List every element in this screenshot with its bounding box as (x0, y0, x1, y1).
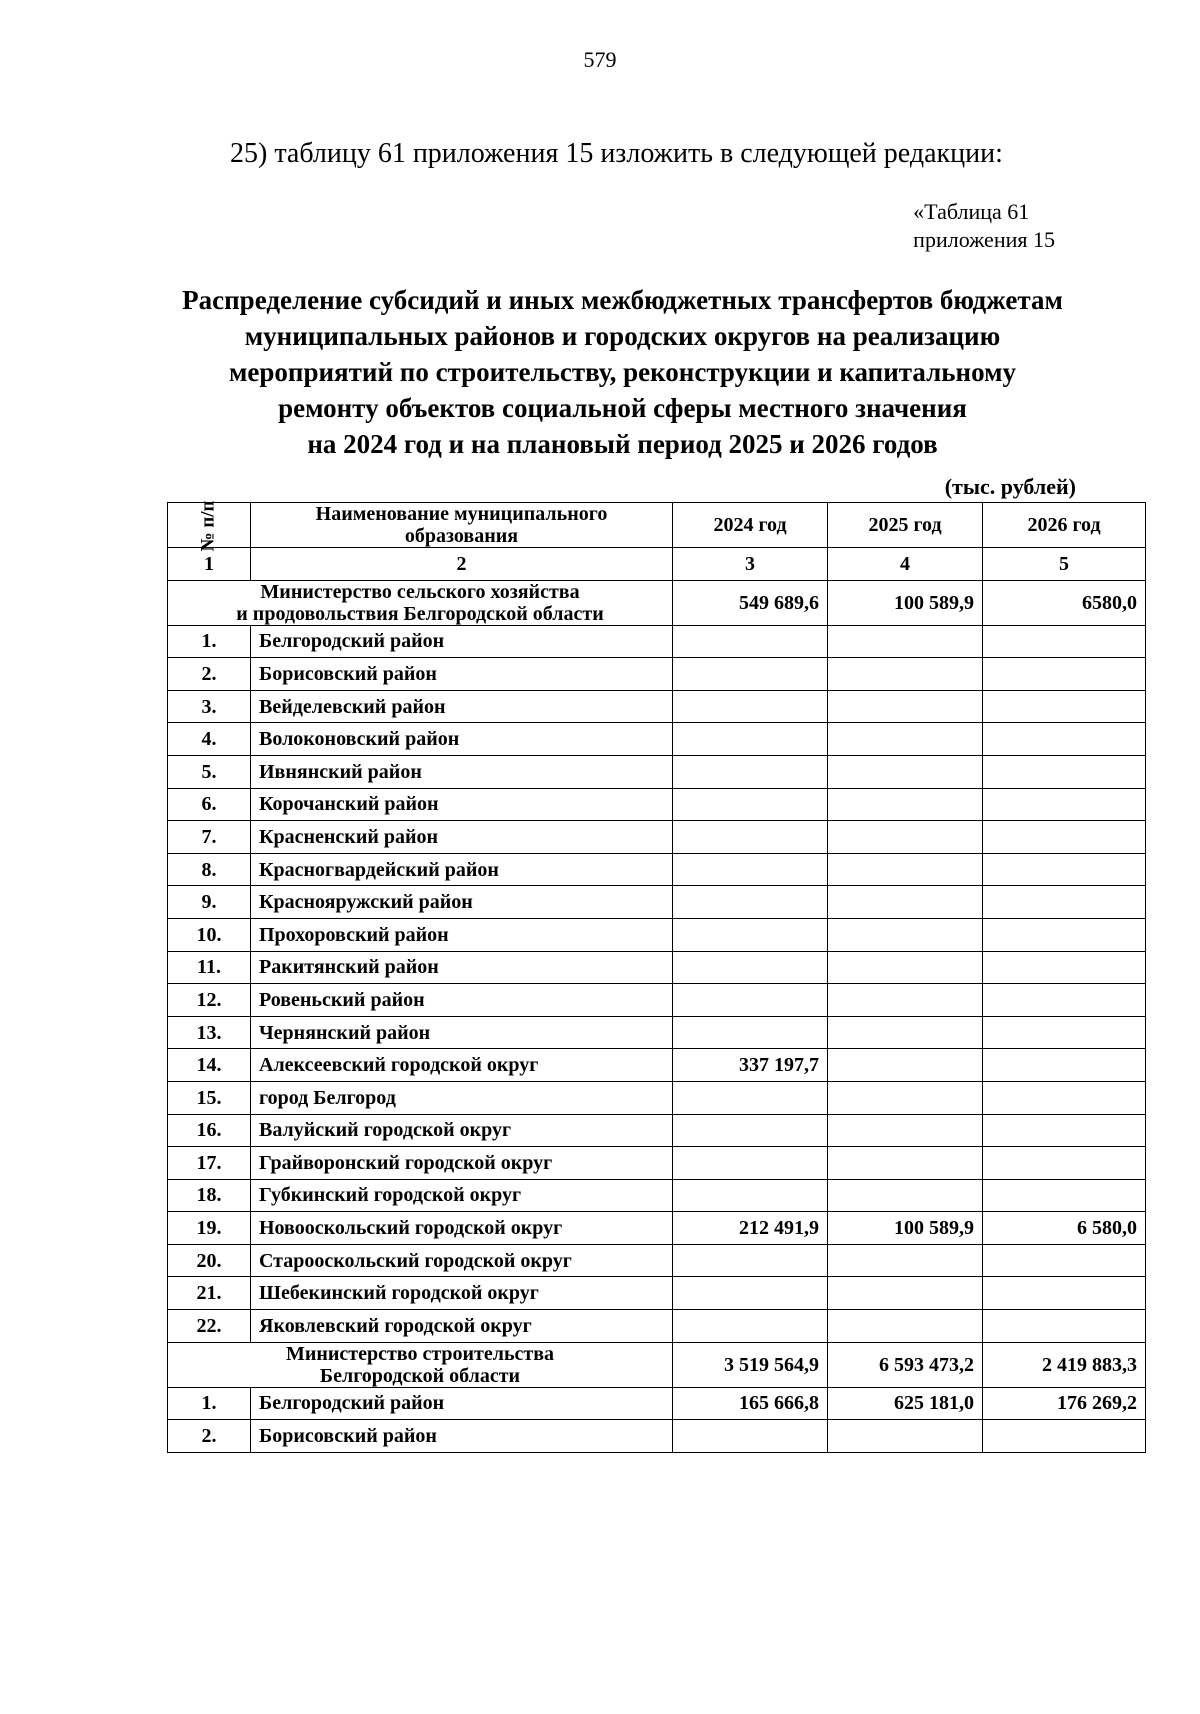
table-row (168, 1016, 1146, 1049)
row-value-2024 (673, 1420, 828, 1453)
page-number: 579 (583, 47, 617, 72)
row-value-2026: 6 580,0 (983, 1212, 1146, 1245)
row-value-2026 (983, 853, 1146, 886)
row-name: Белгородский район (251, 625, 673, 658)
row-value-2024 (673, 853, 828, 886)
row-number: 17. (168, 1147, 251, 1180)
row-value-2026 (983, 755, 1146, 788)
row-value-2025 (828, 1049, 983, 1082)
group-value-2024: 3 519 564,9 (673, 1342, 828, 1387)
header-2025: 2025 год (828, 503, 983, 548)
row-value-2026 (983, 690, 1146, 723)
row-value-2026 (983, 1244, 1146, 1277)
row-value-2024: 165 666,8 (673, 1387, 828, 1420)
row-value-2026 (983, 1016, 1146, 1049)
row-value-2026 (983, 886, 1146, 919)
row-value-2025 (828, 1147, 983, 1180)
row-value-2024 (673, 1114, 828, 1147)
col-number: 1 (168, 548, 251, 581)
row-name: Красненский район (251, 821, 673, 854)
row-value-2025: 100 589,9 (828, 1212, 983, 1245)
row-number: 2. (168, 1420, 251, 1453)
document-title (140, 282, 1105, 462)
row-name: Яковлевский городской округ (251, 1310, 673, 1343)
table-row (168, 853, 1146, 886)
row-value-2024 (673, 1081, 828, 1114)
row-value-2025 (828, 853, 983, 886)
row-value-2025 (828, 1244, 983, 1277)
row-value-2025 (828, 821, 983, 854)
row-value-2026 (983, 1179, 1146, 1212)
header-name: Наименование муниципального образования (251, 503, 673, 548)
table-row (168, 690, 1146, 723)
row-value-2024 (673, 625, 828, 658)
table-reference (913, 198, 1055, 254)
row-number: 9. (168, 886, 251, 919)
row-value-2025 (828, 625, 983, 658)
row-value-2026 (983, 821, 1146, 854)
row-value-2026 (983, 1277, 1146, 1310)
table-ref-line2: приложения 15 (913, 227, 1055, 252)
row-value-2026 (983, 625, 1146, 658)
row-number: 21. (168, 1277, 251, 1310)
row-value-2025 (828, 1016, 983, 1049)
header-row (168, 503, 1146, 548)
table-row (168, 1387, 1146, 1420)
table-row (168, 755, 1146, 788)
row-value-2024 (673, 821, 828, 854)
row-value-2026 (983, 1049, 1146, 1082)
col-number: 4 (828, 548, 983, 581)
row-name: Волоконовский район (251, 723, 673, 756)
row-value-2025 (828, 1081, 983, 1114)
row-value-2026 (983, 1147, 1146, 1180)
row-value-2025: 625 181,0 (828, 1387, 983, 1420)
table-row (168, 1114, 1146, 1147)
row-value-2025 (828, 1310, 983, 1343)
col-number: 3 (673, 548, 828, 581)
group-value-2025: 100 589,9 (828, 580, 983, 625)
title-line: Распределение субсидий и иных межбюджетных трансфертов бюджетам (182, 285, 1063, 315)
row-value-2024: 212 491,9 (673, 1212, 828, 1245)
row-value-2025 (828, 951, 983, 984)
row-number: 18. (168, 1179, 251, 1212)
row-value-2025 (828, 658, 983, 691)
table-row (168, 658, 1146, 691)
table-row (168, 951, 1146, 984)
row-name: Вейделевский район (251, 690, 673, 723)
row-value-2024 (673, 658, 828, 691)
row-value-2025 (828, 1420, 983, 1453)
row-name: Ракитянский район (251, 951, 673, 984)
table-row (168, 1179, 1146, 1212)
table-row (168, 1212, 1146, 1245)
table-row (168, 1049, 1146, 1082)
row-number: 22. (168, 1310, 251, 1343)
row-value-2025 (828, 755, 983, 788)
title-line: ремонту объектов социальной сферы местного значения (278, 393, 967, 423)
table-row (168, 918, 1146, 951)
title-line: на 2024 год и на плановый период 2025 и 2026 годов (307, 429, 938, 459)
row-value-2026: 176 269,2 (983, 1387, 1146, 1420)
row-value-2026 (983, 723, 1146, 756)
col-number: 5 (983, 548, 1146, 581)
row-value-2024 (673, 1016, 828, 1049)
row-name: Алексеевский городской округ (251, 1049, 673, 1082)
group-value-2024: 549 689,6 (673, 580, 828, 625)
row-name: Грайворонский городской округ (251, 1147, 673, 1180)
row-value-2025 (828, 984, 983, 1017)
row-number: 14. (168, 1049, 251, 1082)
units-label: (тыс. рублей) (944, 474, 1076, 499)
row-number: 15. (168, 1081, 251, 1114)
row-value-2025 (828, 886, 983, 919)
row-value-2026 (983, 1081, 1146, 1114)
group-row-agriculture (168, 580, 1146, 625)
table-row (168, 788, 1146, 821)
group-name: Министерство строительства Белгородской области (168, 1342, 673, 1387)
table-row (168, 1081, 1146, 1114)
row-value-2026 (983, 984, 1146, 1017)
row-number: 11. (168, 951, 251, 984)
row-value-2026 (983, 788, 1146, 821)
row-name: Корочанский район (251, 788, 673, 821)
col-number: 2 (251, 548, 673, 581)
row-number: 16. (168, 1114, 251, 1147)
group-value-2025: 6 593 473,2 (828, 1342, 983, 1387)
table-row (168, 1244, 1146, 1277)
row-number: 10. (168, 918, 251, 951)
row-value-2025 (828, 1277, 983, 1310)
row-value-2024 (673, 951, 828, 984)
group-value-2026: 2 419 883,3 (983, 1342, 1146, 1387)
row-value-2024: 337 197,7 (673, 1049, 828, 1082)
row-name: Шебекинский городской округ (251, 1277, 673, 1310)
subsidies-table (167, 499, 1146, 1453)
row-number: 1. (168, 625, 251, 658)
row-value-2025 (828, 1114, 983, 1147)
row-name: Красногвардейский район (251, 853, 673, 886)
row-value-2026 (983, 1114, 1146, 1147)
row-value-2024 (673, 1147, 828, 1180)
row-name: Губкинский городской округ (251, 1179, 673, 1212)
group-name: Министерство сельского хозяйства и продовольствия Белгородской области (168, 580, 673, 625)
row-value-2025 (828, 918, 983, 951)
row-number: 2. (168, 658, 251, 691)
row-name: город Белгород (251, 1081, 673, 1114)
row-value-2024 (673, 723, 828, 756)
row-name: Ивнянский район (251, 755, 673, 788)
row-name: Борисовский район (251, 658, 673, 691)
row-number: 12. (168, 984, 251, 1017)
row-number: 1. (168, 1387, 251, 1420)
row-name: Краснояружский район (251, 886, 673, 919)
row-name: Новооскольский городской округ (251, 1212, 673, 1245)
row-value-2024 (673, 886, 828, 919)
row-number: 8. (168, 853, 251, 886)
row-value-2025 (828, 1179, 983, 1212)
group-row-construction (168, 1342, 1146, 1387)
table-row (168, 886, 1146, 919)
row-name: Белгородский район (251, 1387, 673, 1420)
row-value-2024 (673, 1179, 828, 1212)
row-name: Прохоровский район (251, 918, 673, 951)
row-value-2024 (673, 788, 828, 821)
table-row (168, 1277, 1146, 1310)
row-number: 5. (168, 755, 251, 788)
header-num: № п/п (168, 503, 251, 548)
row-value-2024 (673, 1244, 828, 1277)
row-value-2024 (673, 755, 828, 788)
table-row (168, 1310, 1146, 1343)
table-row (168, 1147, 1146, 1180)
row-value-2024 (673, 1310, 828, 1343)
row-value-2026 (983, 658, 1146, 691)
row-number: 20. (168, 1244, 251, 1277)
row-name: Чернянский район (251, 1016, 673, 1049)
table-ref-line1: «Таблица 61 (913, 199, 1030, 224)
table-row (168, 723, 1146, 756)
row-name: Валуйский городской округ (251, 1114, 673, 1147)
row-number: 7. (168, 821, 251, 854)
row-value-2024 (673, 1277, 828, 1310)
header-2026: 2026 год (983, 503, 1146, 548)
row-value-2024 (673, 690, 828, 723)
row-value-2025 (828, 723, 983, 756)
intro-text: 25) таблицу 61 приложения 15 изложить в следующей редакции: (230, 138, 1003, 169)
row-name: Ровеньский район (251, 984, 673, 1017)
row-value-2025 (828, 690, 983, 723)
row-value-2024 (673, 918, 828, 951)
column-numbers-row (168, 548, 1146, 581)
title-line: мероприятий по строительству, реконструкции и капитальному (229, 357, 1016, 387)
row-number: 3. (168, 690, 251, 723)
table-row (168, 821, 1146, 854)
group-value-2026: 6580,0 (983, 580, 1146, 625)
row-name: Старооскольский городской округ (251, 1244, 673, 1277)
table-row (168, 625, 1146, 658)
row-number: 6. (168, 788, 251, 821)
row-name: Борисовский район (251, 1420, 673, 1453)
table-row (168, 984, 1146, 1017)
row-value-2026 (983, 1310, 1146, 1343)
row-value-2026 (983, 1420, 1146, 1453)
row-number: 4. (168, 723, 251, 756)
title-line: муниципальных районов и городских округов на реализацию (244, 321, 1001, 351)
row-value-2025 (828, 788, 983, 821)
table-row (168, 1420, 1146, 1453)
row-value-2026 (983, 951, 1146, 984)
row-number: 19. (168, 1212, 251, 1245)
header-2024: 2024 год (673, 503, 828, 548)
row-value-2026 (983, 918, 1146, 951)
row-value-2024 (673, 984, 828, 1017)
row-number: 13. (168, 1016, 251, 1049)
